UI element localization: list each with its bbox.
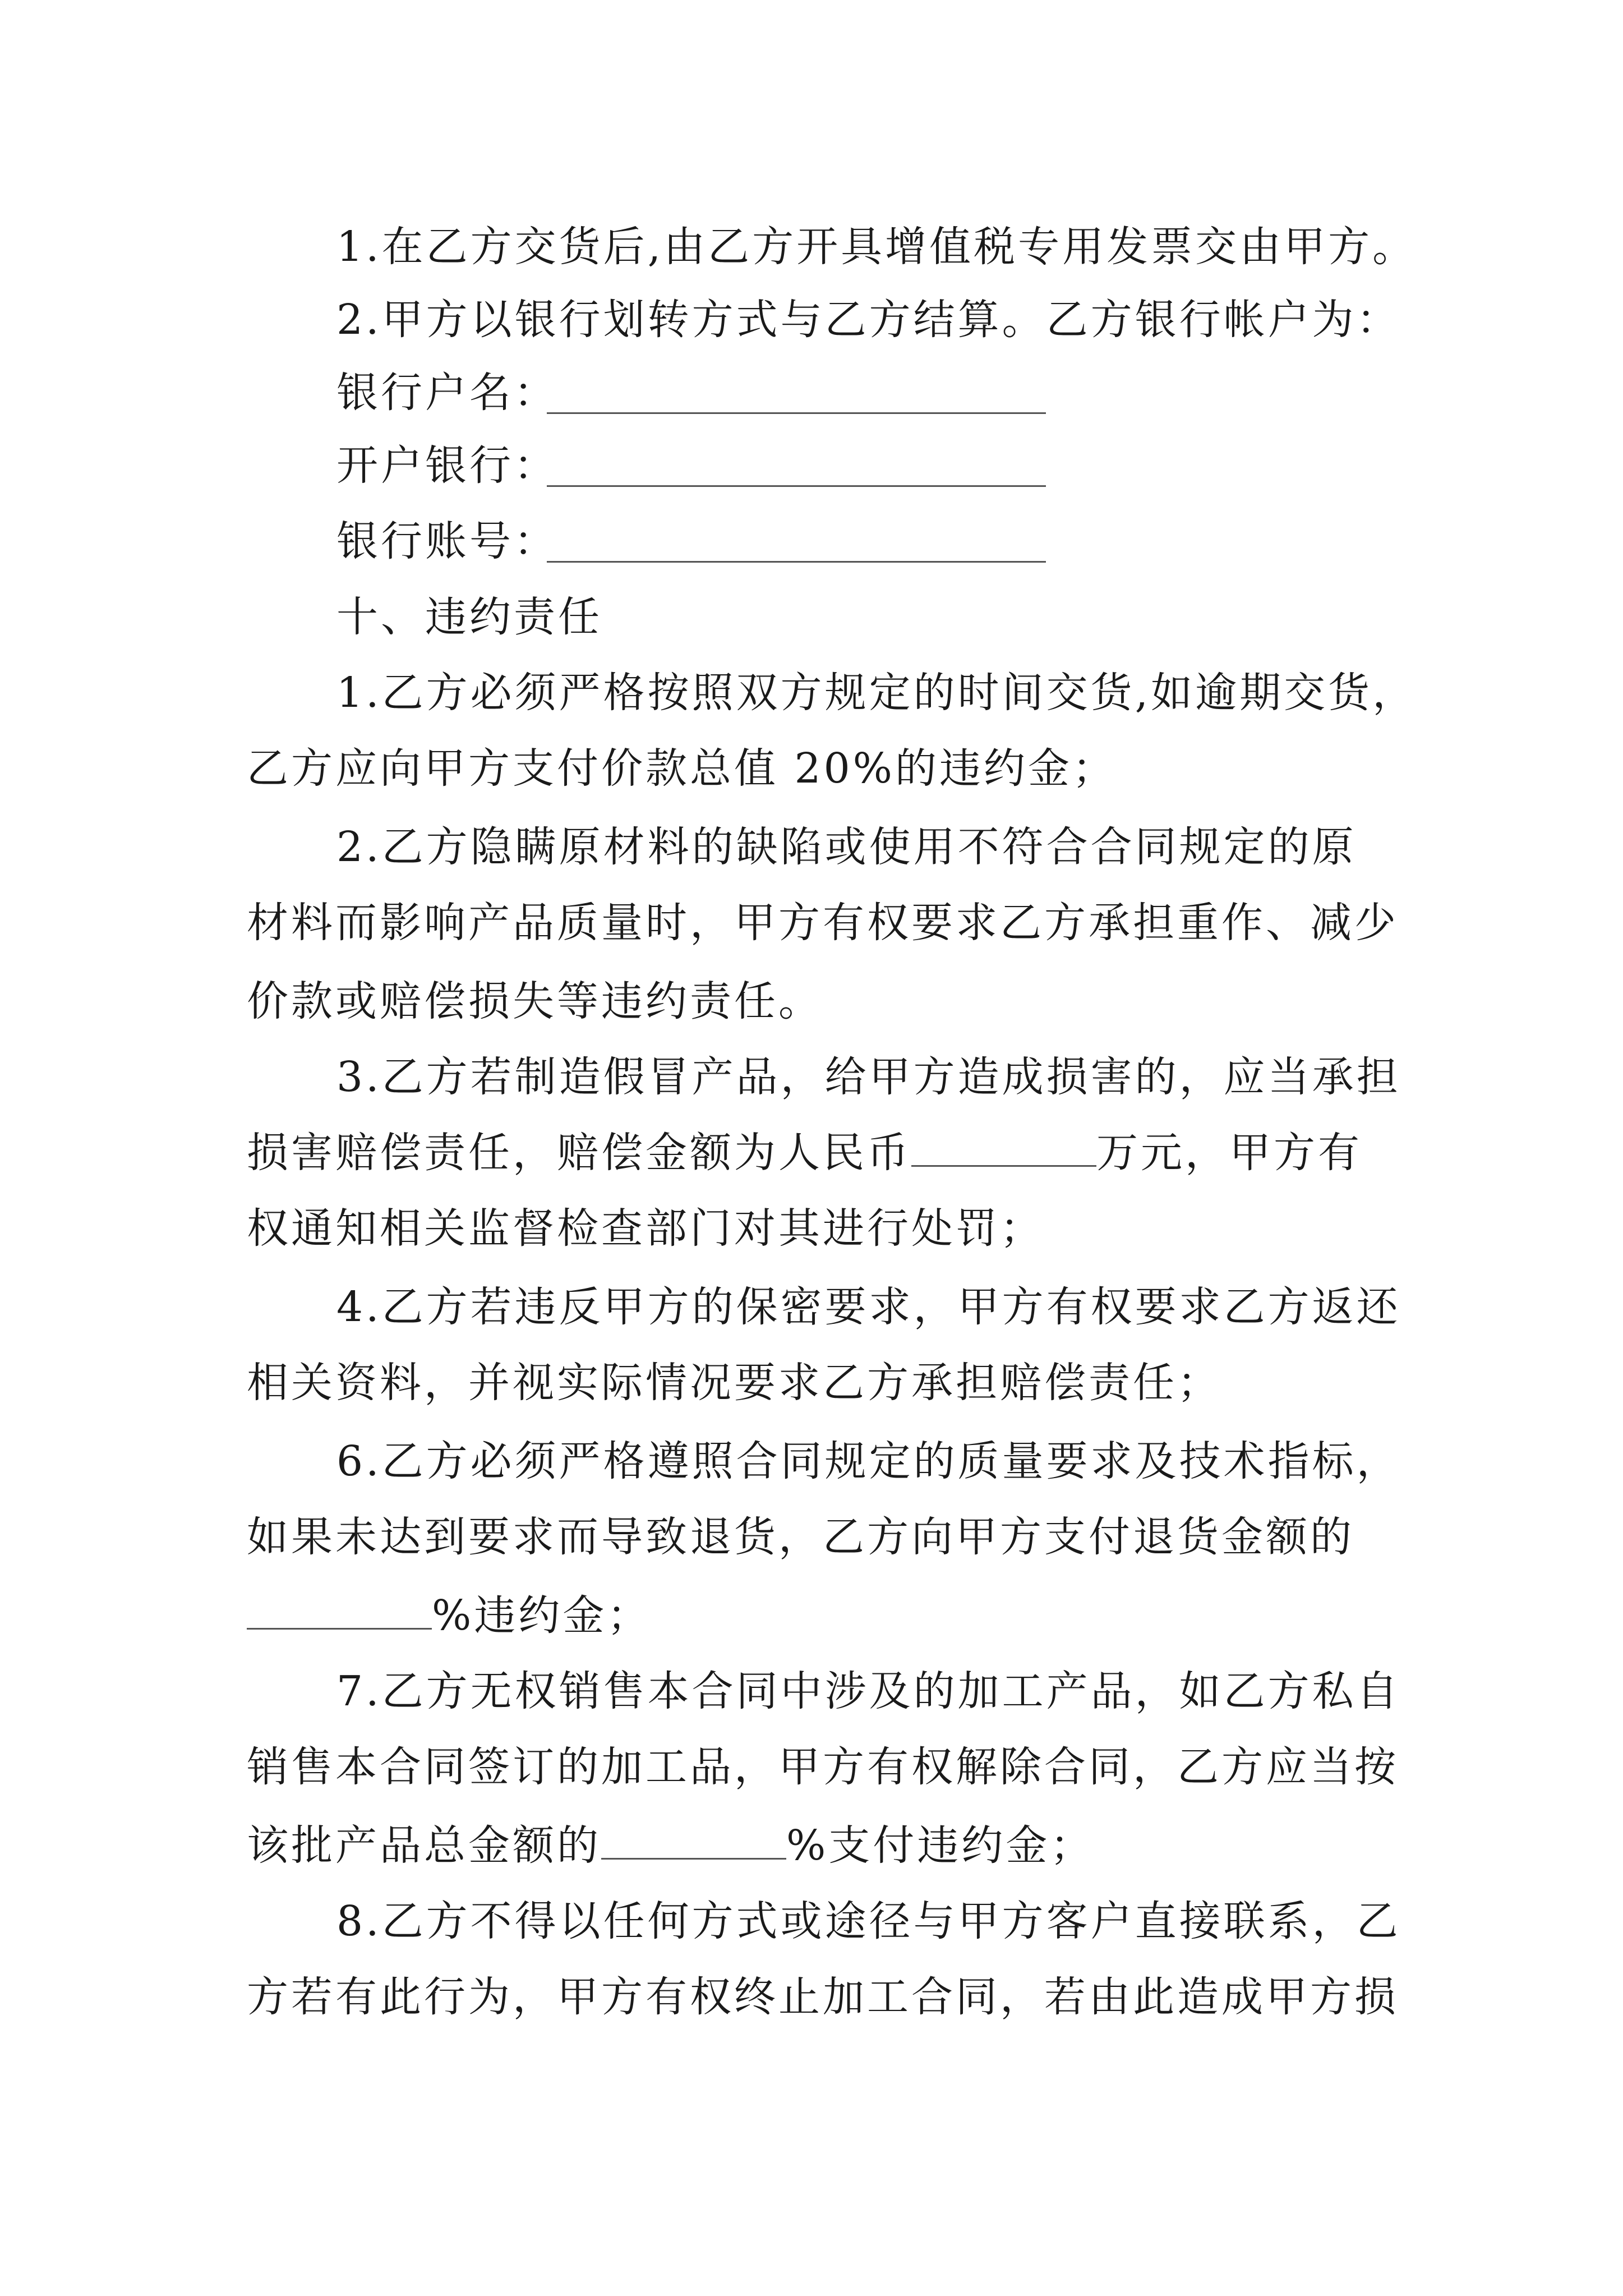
breach-clause-2-line-3: 价款或赔偿损失等违约责任。 [247, 977, 823, 1025]
breach-clause-8-line-2: 方若有此行为，甲方有权终止加工合同，若由此造成甲方损 [247, 1973, 1399, 2021]
breach-clause-7-line-1: 7.乙方无权销售本合同中涉及的加工产品，如乙方私自 [336, 1667, 1401, 1715]
breach-clause-7-line-3 [247, 1818, 1094, 1874]
payment-item-2: 2.甲方以银行划转方式与乙方结算。乙方银行帐户为： [336, 296, 1401, 344]
return-penalty-percent-blank [247, 1589, 432, 1630]
payment-item-1: 1.在乙方交货后,由乙方开具增值税专用发票交由甲方。 [336, 223, 1417, 271]
breach-clause-1-line-2: 乙方应向甲方支付价款总值 20%的违约金； [247, 744, 1117, 793]
bank-branch-label: 开户银行： [336, 441, 558, 490]
breach-clause-6-line-1: 6.乙方必须严格遵照合同规定的质量要求及技术指标， [336, 1437, 1401, 1485]
breach-clause-2-line-2: 材料而影响产品质量时，甲方有权要求乙方承担重作、减少 [247, 899, 1399, 947]
breach-clause-7-text-b: %支付违约金； [786, 1821, 1095, 1870]
breach-clause-6-line-3 [247, 1588, 651, 1644]
breach-clause-6-line-2: 如果未达到要求而导致退货，乙方向甲方支付退货金额的 [247, 1513, 1354, 1561]
bank-name-label: 银行户名： [336, 369, 558, 417]
breach-clause-3-text-b: 万元，甲方有 [1096, 1129, 1362, 1177]
breach-clause-3-line-2 [247, 1125, 1362, 1181]
breach-clause-1-line-1: 1.乙方必须严格按照双方规定的时间交货,如逾期交货， [336, 669, 1417, 717]
section-title: 十、违约责任 [336, 593, 602, 641]
breach-clause-8-line-1: 8.乙方不得以任何方式或途径与甲方客户直接联系，乙 [336, 1897, 1401, 1945]
breach-clause-2-line-1: 2.乙方隐瞒原材料的缺陷或使用不符合合同规定的原 [336, 823, 1357, 871]
bank-account-label: 银行账号： [336, 517, 558, 565]
breach-clause-7-text-a: 该批产品总金额的 [247, 1821, 601, 1870]
breach-clause-7-line-2: 销售本合同签订的加工品，甲方有权解除合同，乙方应当按 [247, 1743, 1399, 1791]
breach-clause-6-text-b: %违约金； [432, 1591, 652, 1640]
compensation-amount-blank [911, 1126, 1096, 1167]
breach-clause-4-line-1: 4.乙方若违反甲方的保密要求，甲方有权要求乙方返还 [336, 1283, 1401, 1331]
bank-account-blank [547, 561, 1046, 563]
breach-clause-4-line-2: 相关资料，并视实际情况要求乙方承担赔偿责任； [247, 1359, 1221, 1407]
breach-clause-3-line-1: 3.乙方若制造假冒产品，给甲方造成损害的，应当承担 [336, 1053, 1401, 1101]
bank-branch-blank [547, 485, 1046, 487]
breach-clause-3-line-3: 权通知相关监督检查部门对其进行处罚； [247, 1204, 1044, 1253]
sales-penalty-percent-blank [601, 1819, 786, 1860]
breach-clause-3-text-a: 损害赔偿责任，赔偿金额为人民币 [247, 1129, 911, 1177]
bank-name-blank [547, 412, 1046, 414]
